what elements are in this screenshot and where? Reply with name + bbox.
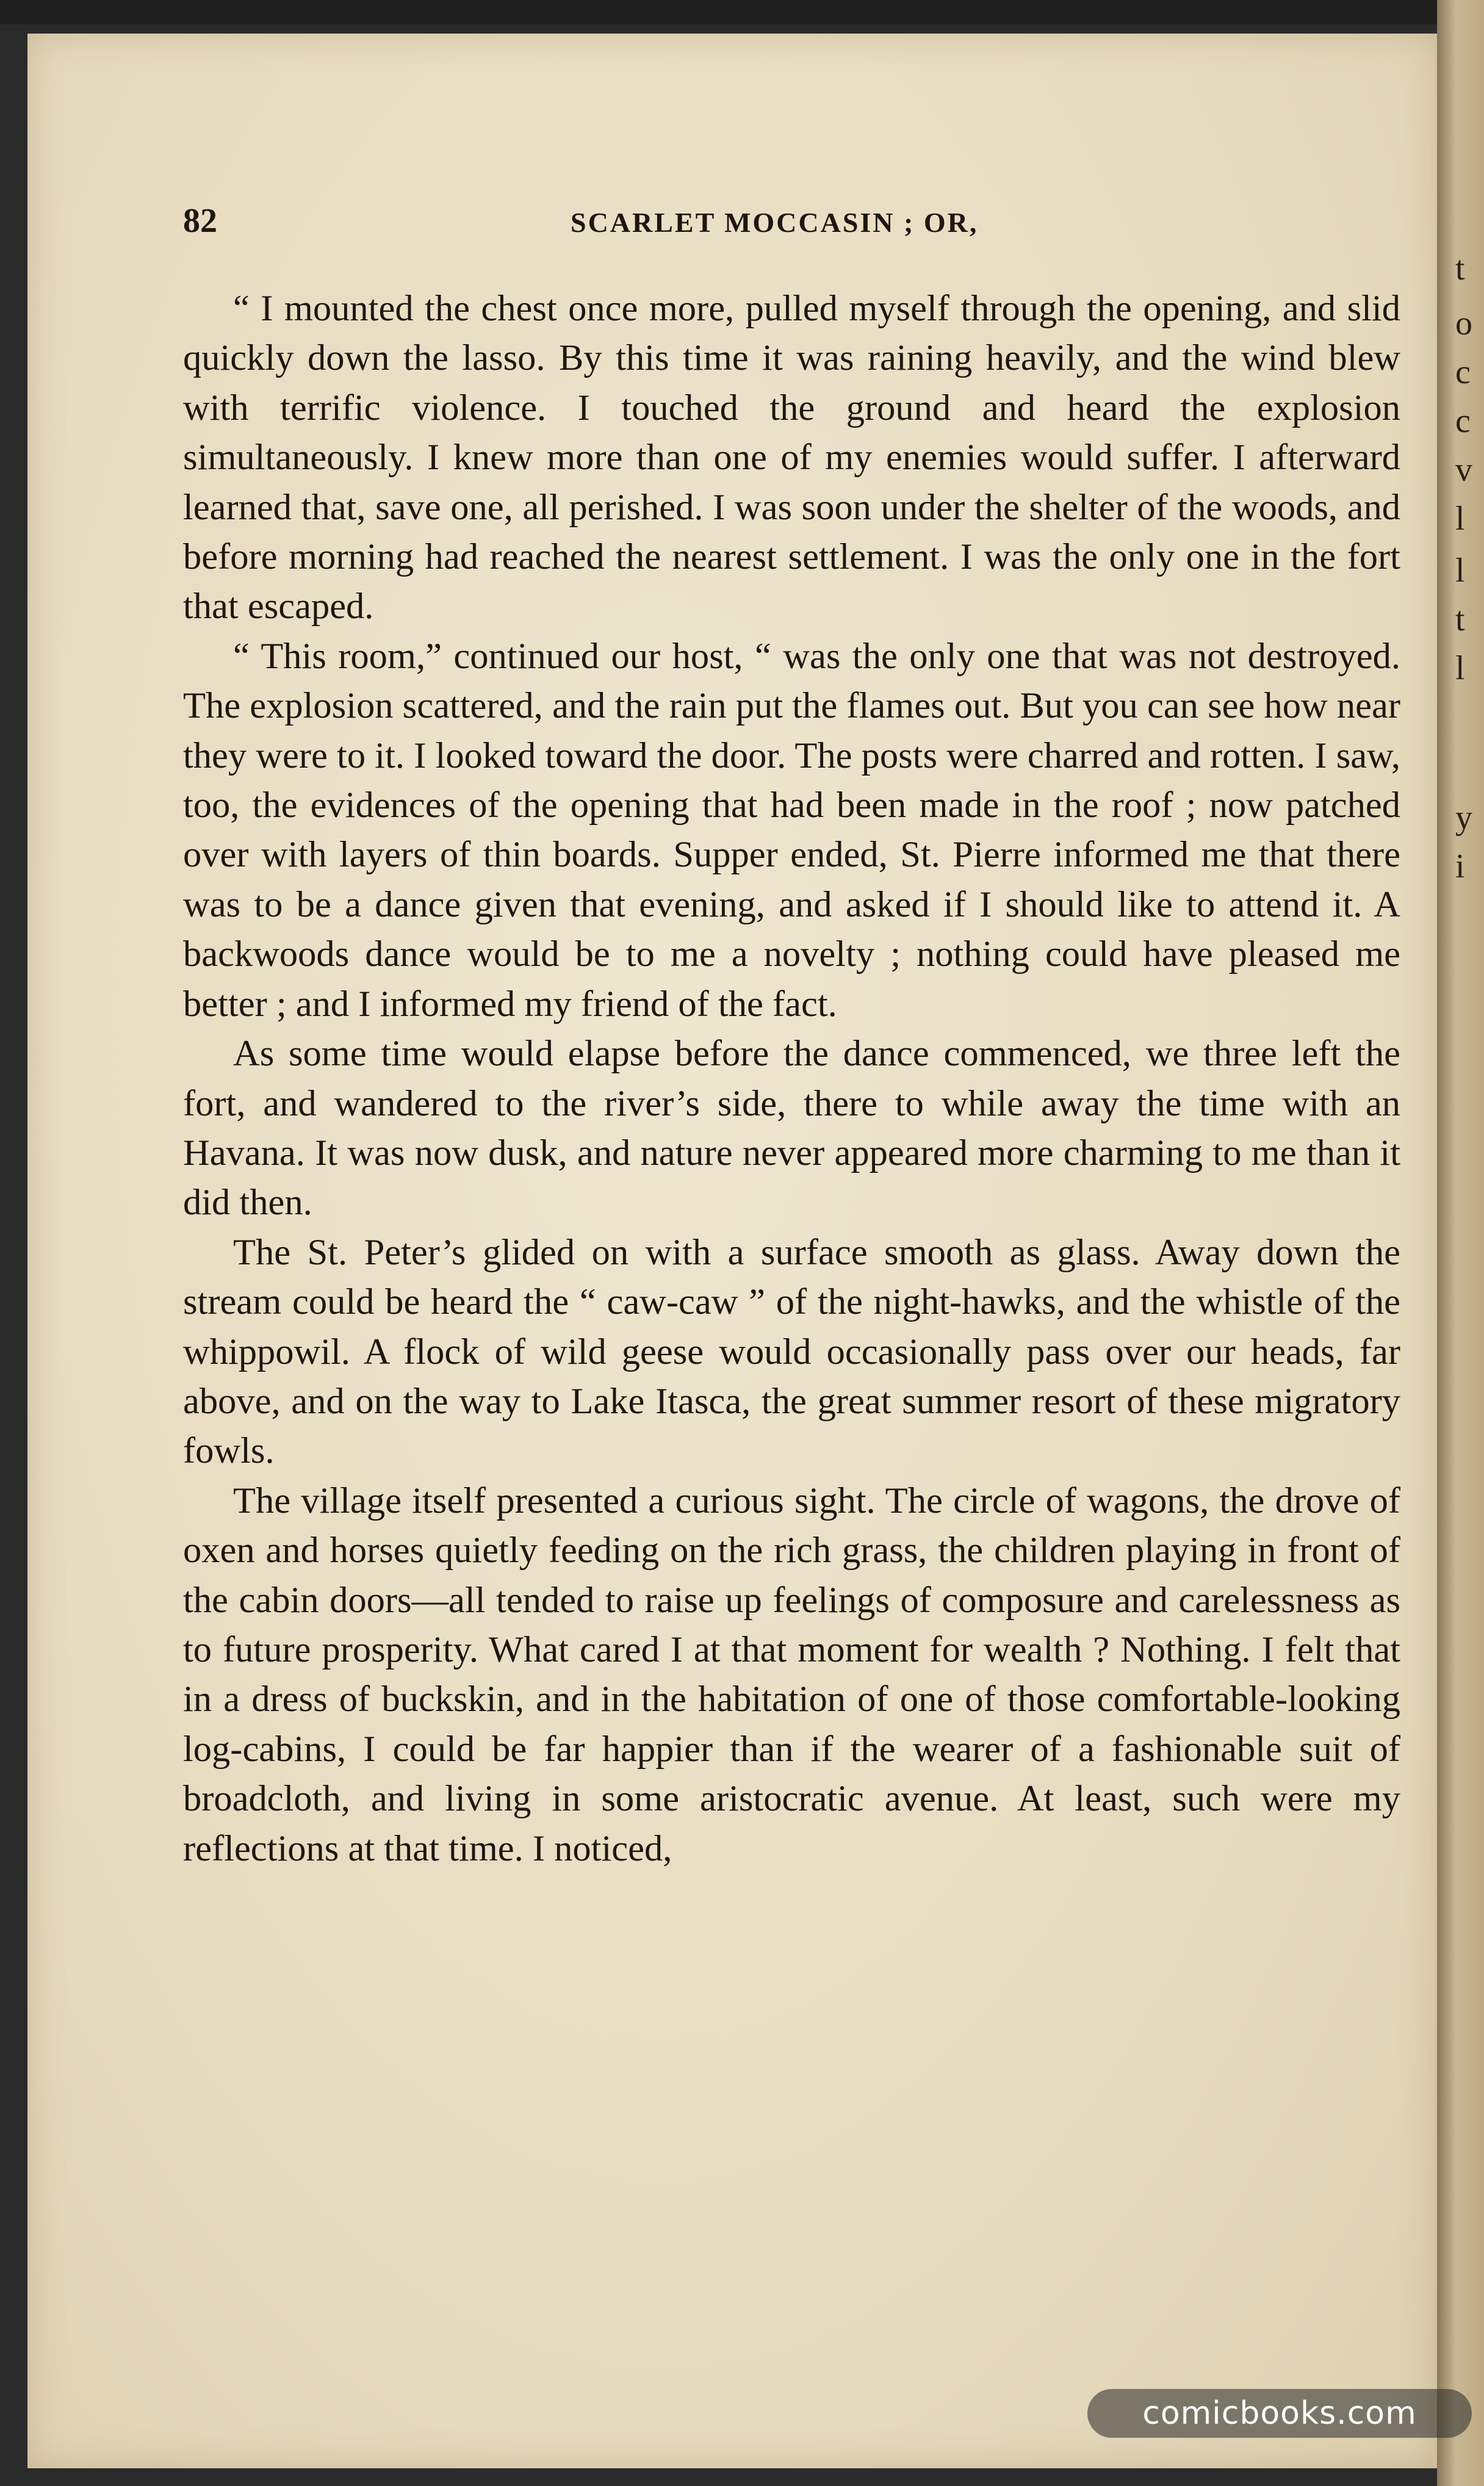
next-page-letter: c (1455, 402, 1471, 440)
page-number: 82 (183, 202, 217, 240)
next-page-letter: l (1455, 649, 1465, 687)
next-page-letter: t (1455, 600, 1465, 638)
paragraph: “ I mounted the chest once more, pulled myself through the opening, and slid quickly down the lasso. By this time it was raining heavily, and the wind blew with terrific violence. I touched the ground and heard the explosion simultaneously. I knew more than one of my enemies would suffer. I afterward learned that, save one, all perished. I was soon under the shelter of the woods, and before morning had reached the nearest settlement. I was the only one in the fort that escaped. (183, 288, 1400, 627)
next-page-letter: y (1455, 799, 1472, 837)
paragraph: “ This room,” continued our host, “ was the only one that was not destroyed. The explosion scattered, and the rain put the flames out. But you can see how near they were to it. I looked toward the door. The posts were charred and rotten. I saw, too, the evidences of the opening that had been made in the roof ; now patched over with layers of thin boards. Supper ended, St. Pierre informed me that there was to be a dance given that evening, and asked if I should like to attend it. A backwoods dance would be to me a novelty ; nothing could have pleased me better ; and I informed my friend of the fact. (183, 635, 1400, 1025)
next-page-letter: c (1455, 353, 1471, 391)
next-page-letter: o (1455, 304, 1472, 342)
running-head: SCARLET MOCCASIN ; OR, (571, 207, 979, 238)
next-page-edge (1437, 0, 1484, 2486)
paragraph: The village itself presented a curious sight. The circle of wagons, the drove of oxen and horses quietly feeding on the rich grass, the children playing in front of the cabin doors—all tended to raise up feelings of composure and carelessness as to future prosperity. What cared I at that moment for wealth ? Nothing. I felt that in a dress of buckskin, and in the habitation of one of those comfortable-looking log-cabins, I could be far happier than if the wearer of a fashionable suit of broadcloth, and living in some aristocratic avenue. At least, such were my reflections at that time. I noticed, (183, 1480, 1400, 1869)
watermark: comicbooks.com (1087, 2389, 1472, 2438)
body-text (183, 284, 1400, 1873)
next-page-letter: i (1455, 848, 1465, 885)
book-spine-edge (0, 0, 1484, 24)
next-page-letter: v (1455, 451, 1472, 489)
next-page-letter: l (1455, 500, 1465, 538)
next-page-letter: l (1455, 552, 1465, 589)
paragraph: The St. Peter’s glided on with a surface smooth as glass. Away down the stream could be heard the “ caw-caw ” of the night-hawks, and the whistle of the whippowil. A flock of wild geese would occasionally pass over our heads, far above, and on the way to Lake Itasca, the great summer resort of these migratory fowls. (183, 1231, 1400, 1472)
next-page-letter: t (1455, 250, 1465, 287)
paragraph: As some time would elapse before the dance commenced, we three left the fort, and wandered to the river’s side, there to while away the time with an Havana. It was now dusk, and nature never appeared more charming to me than it did then. (183, 1033, 1400, 1223)
page-header (183, 201, 1403, 244)
